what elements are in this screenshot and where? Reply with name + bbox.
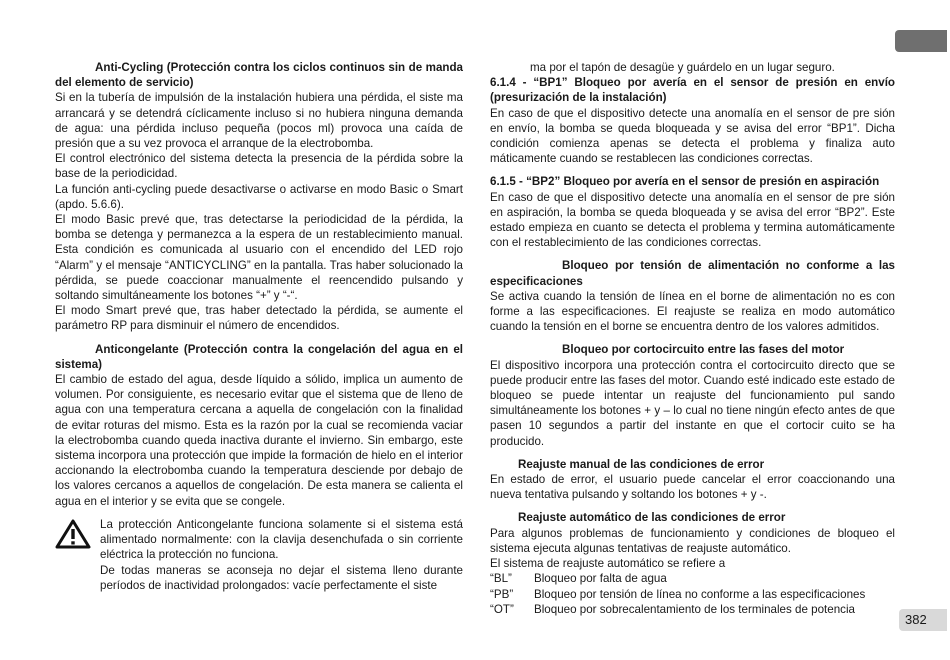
auto-reset-paragraph: El sistema de reajuste automático se refiere a <box>490 557 726 571</box>
sc-heading: Bloqueo por cortocircuito entre las fases del motor <box>562 343 845 357</box>
sc-paragraph: El dispositivo incorpora una protección contra el cortocircuito directo que se puede producir entre las fases del motor. Cuando esté indicado este estado de bloqueo se puede intentar un reajuste del funcionamiento pul sando simultáneamente los botones + y – lo cual no tiene ningún efecto antes de que pasen 10 segundos a partir del instante en que el cortocir cuito se ha producido. <box>490 358 895 448</box>
anticycling-paragraph: El modo Basic prevé que, tras detectarse la periodicidad de la pérdida, la bomba se detenga y permanezca a la espera de un restablecimiento manual. Esta condición es comunicada al usuario con el encendido del LED rojo “Alarm” y el mensaje “ANTICYCLING” en la pantalla. Tras haber solucionado la pérdida, se puede coaccionar manualmente el reencendido pulsando y soltando simultáneamente los botones “+” y “-“. <box>55 213 463 303</box>
warning-text: La protección Anticongelante funciona solamente si el sistema está alimentado normalmente: con la clavija desenchufada o sin corriente eléctrica la protección no funciona. <box>100 517 463 562</box>
error-description: Bloqueo por tensión de línea no conforme a las especificaciones <box>534 587 866 601</box>
error-code: “PB” <box>490 587 514 601</box>
bp2-heading: 6.1.5 - “BP2” Bloqueo por avería en el sensor de presión en aspiración <box>490 175 880 189</box>
antifreeze-heading: Anticongelante (Protección contra la congelación del agua en el sistema) <box>55 342 463 371</box>
bp2-paragraph: En caso de que el dispositivo detecte una anomalía en el sensor de pre sión en aspiración, la bomba se queda bloqueada y se avisa del error “BP2”. Este estado empieza en cuanto se detecta el problema y termina automáticamente con el restablecimiento de las condiciones correctas. <box>490 190 895 250</box>
error-code-list <box>490 571 895 617</box>
section-tab-marker <box>895 30 947 52</box>
list-item <box>490 587 895 602</box>
error-description: Bloqueo por falta de agua <box>534 572 667 586</box>
anticycling-paragraph: El modo Smart prevé que, tras haber detectado la pérdida, se aumente el parámetro RP para disminuir el número de encendidos. <box>55 304 463 333</box>
bp1-heading: 6.1.4 - “BP1” Bloqueo por avería en el sensor de presión en envío (presurización de la instalación) <box>490 76 895 105</box>
continued-text: ma por el tapón de desagüe y guárdelo en un lugar seguro. <box>530 61 835 74</box>
antifreeze-warning <box>55 517 463 593</box>
list-item <box>490 602 895 617</box>
anticycling-paragraph: La función anti-cycling puede desactivarse o activarse en modo Basic o Smart (apdo. 5.6.6). <box>55 182 463 211</box>
manual-reset-paragraph: En estado de error, el usuario puede cancelar el error coaccionando una nueva tentativa pulsando y soltando los botones + y -. <box>490 473 895 502</box>
anticycling-paragraph: Si en la tubería de impulsión de la instalación hubiera una pérdida, el siste ma arrancará y se detendrá cíclicamente incluso si no hubiera ninguna demanda de agua: una pérdida incluso pequeña (pocos ml) provoca una caída de presión que a su vez provoca el arranque de la electrobomba. <box>55 91 463 151</box>
antifreeze-paragraph: El cambio de estado del agua, desde líquido a sólido, implica un aumento de volumen. Por consiguiente, es necesario evitar que el sistema que de lleno de agua con una temperatura cercana a aquella de congelación con la finalidad de evitar roturas del mismo. Esta es la razón por la cual se recomienda vaciar la electrobomba cuando queda inactiva durante el invierno. Sin embargo, este sistema incorpora una protección que impide la formación de hielo en el interior accionando la electrobomba cuando la temperatura desciende por debajo de los valores cercanos a aquellos de congelación. De esta manera se calienta el agua en el interior y se evita que se congele. <box>55 373 463 508</box>
warning-text: De todas maneras se aconseja no dejar el sistema lleno durante períodos de inactividad prolongados: vacíe perfectamente el siste <box>100 563 463 592</box>
error-code: “OT” <box>490 602 514 616</box>
error-code: “BL” <box>490 572 512 586</box>
anticycling-heading: Anti-Cycling (Protección contra los ciclos continuos sin de manda del elemento de servicio) <box>55 61 463 90</box>
anticycling-paragraph: El control electrónico del sistema detecta la presencia de la pérdida sobre la base de la periodicidad. <box>55 152 463 181</box>
right-column <box>490 60 895 617</box>
list-item <box>490 571 895 586</box>
page-number: 382 <box>899 609 947 631</box>
auto-reset-paragraph: Para algunos problemas de funcionamiento y condiciones de bloqueo el sistema ejecuta algunas tentativas de reajuste automático. <box>490 526 895 555</box>
left-column <box>55 60 463 593</box>
auto-reset-heading: Reajuste automático de las condiciones de error <box>518 511 786 525</box>
pb-paragraph: Se activa cuando la tensión de línea en el borne de alimentación no es con forme a las especificaciones. El reajuste se realiza en modo automático cuando la tensión en el borne se encuentra dentro de los valores admitidos. <box>490 289 895 334</box>
manual-reset-heading: Reajuste manual de las condiciones de error <box>518 457 765 471</box>
pb-heading: Bloqueo por tensión de alimentación no conforme a las especificaciones <box>490 259 895 288</box>
bp1-paragraph: En caso de que el dispositivo detecte una anomalía en el sensor de pre sión en envío, la bomba se queda bloqueada y se avisa del error “BP1”. Dicha condición comienza apenas se detecta el problema y finaliza auto máticamente cuando se restablecen las condiciones correctas. <box>490 106 895 166</box>
error-description: Bloqueo por sobrecalentamiento de los terminales de potencia <box>534 602 855 616</box>
warning-triangle-icon <box>55 517 100 593</box>
